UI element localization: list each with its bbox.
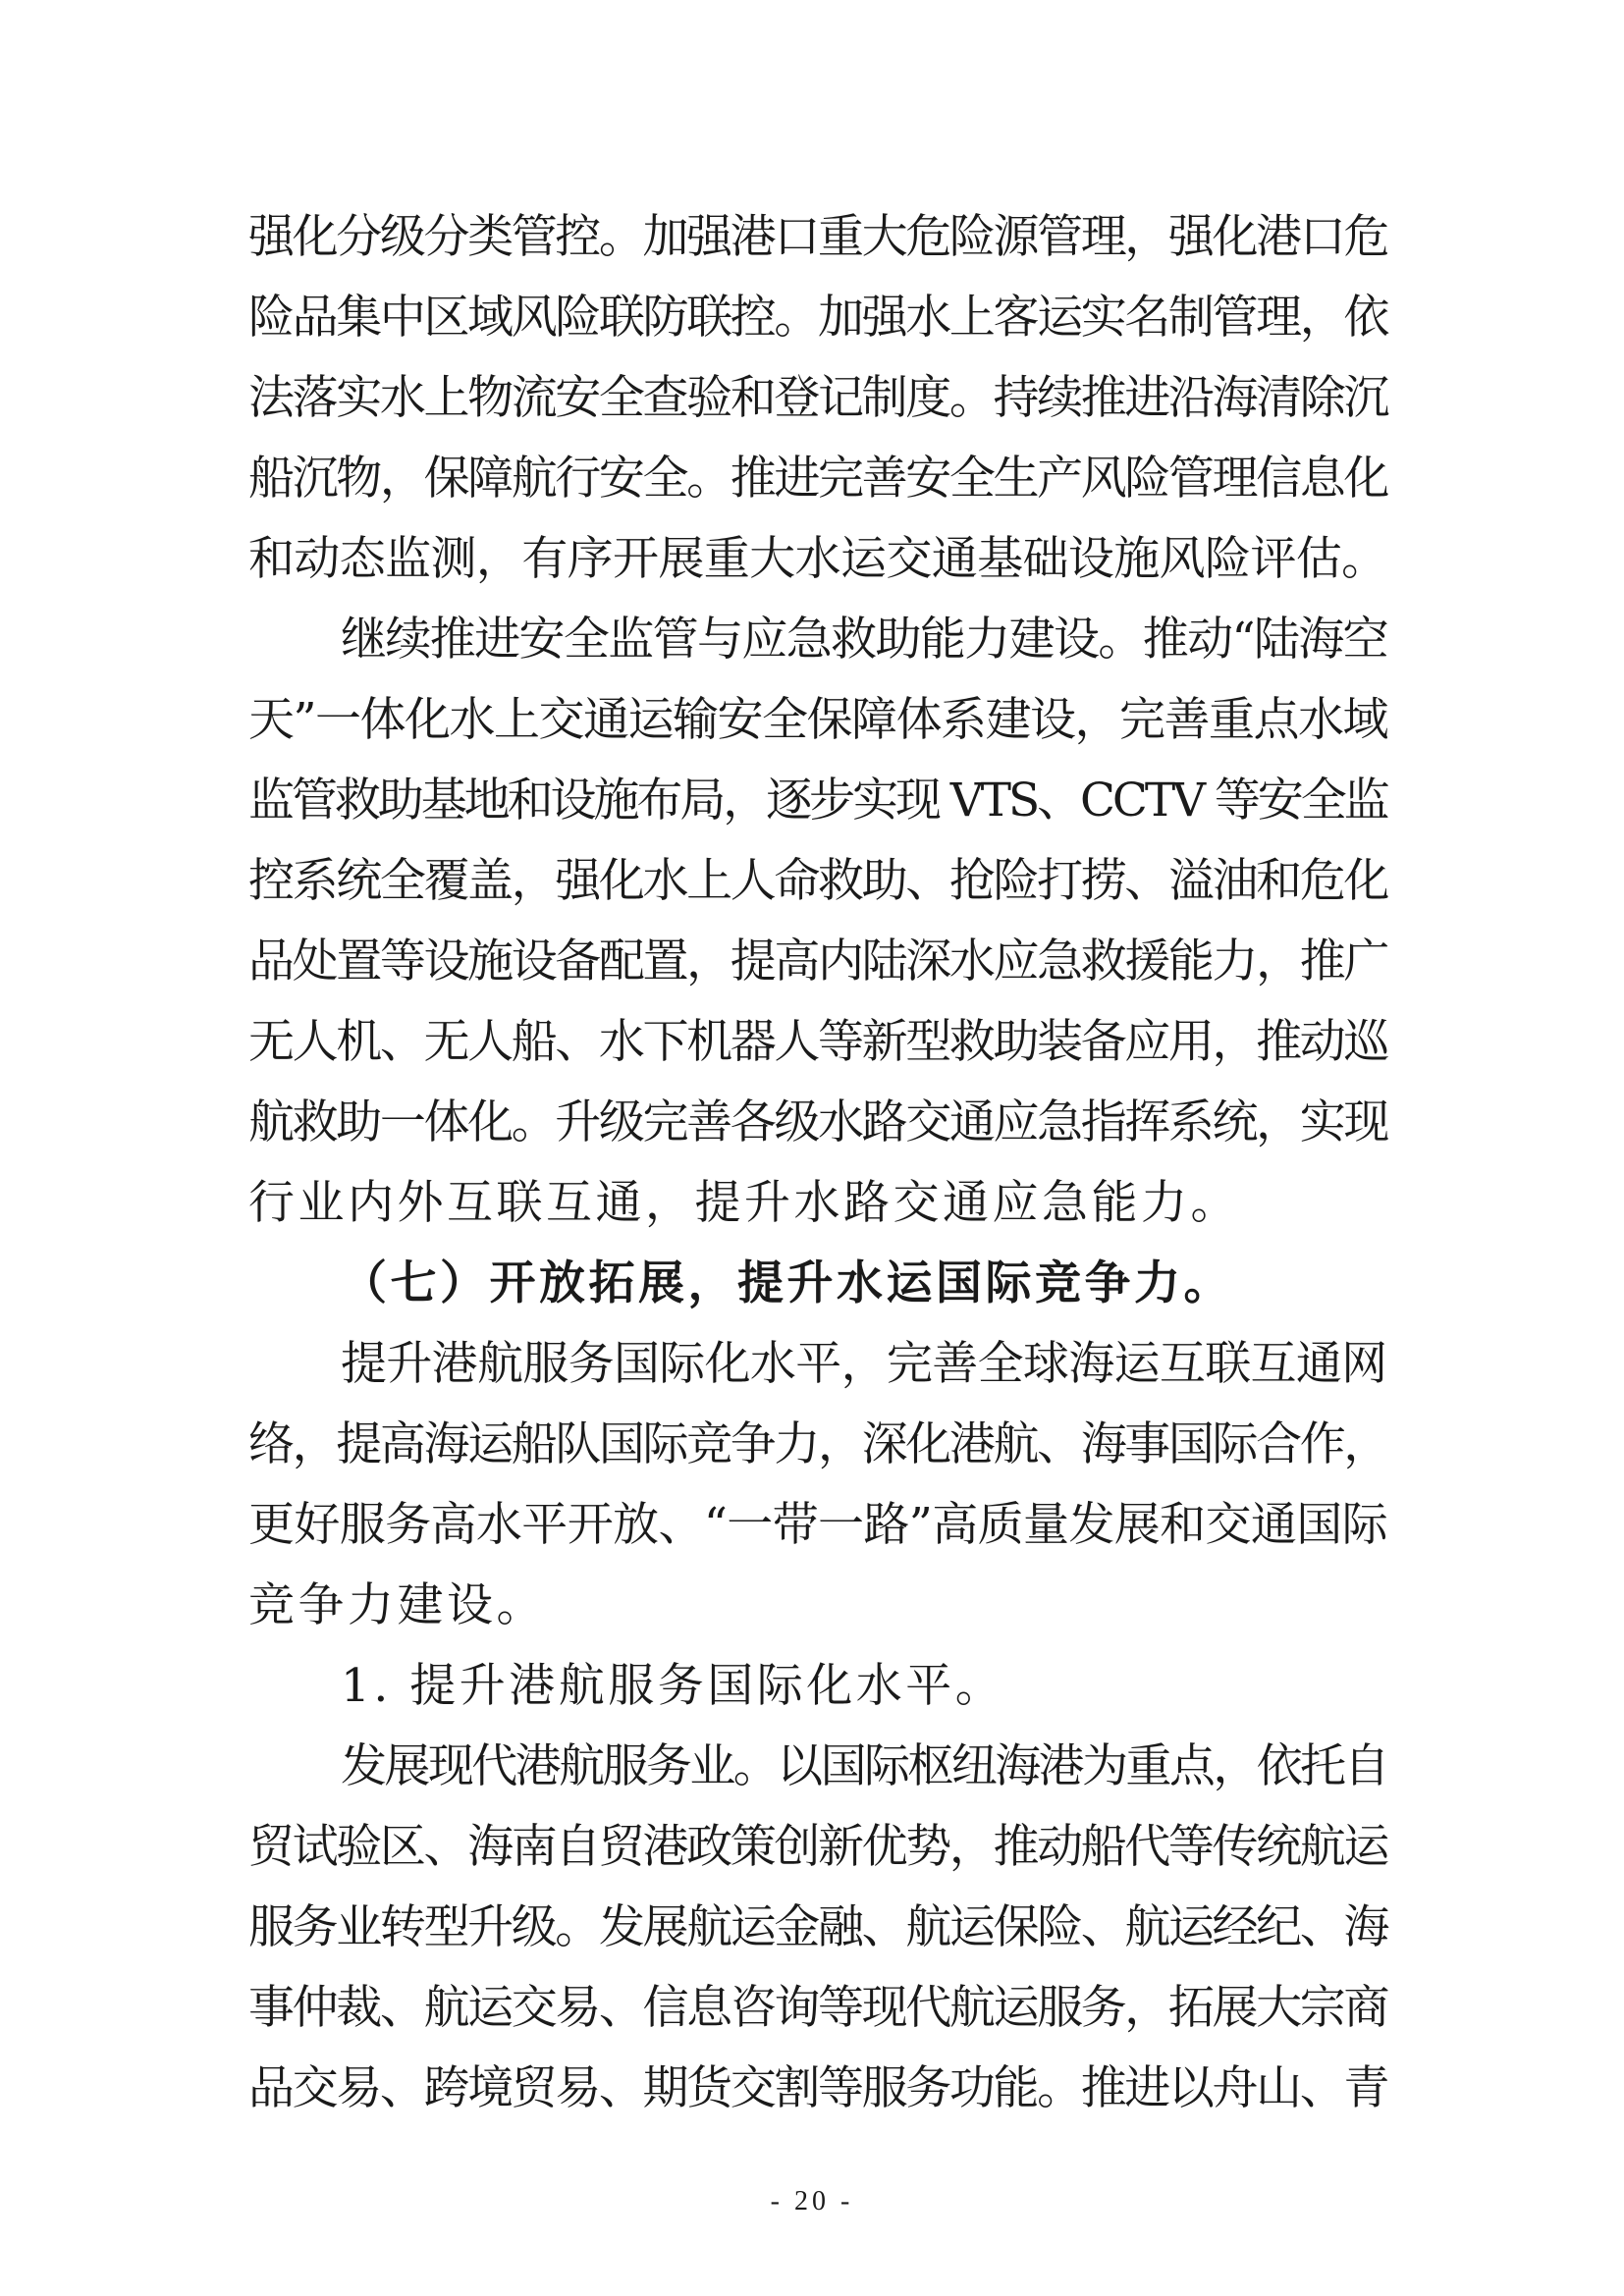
paragraph-first-line: 继续推进安全监管与应急救助能力建设。推动“陆海空 [341, 613, 1388, 667]
paragraph-first-line: 发展现代港航服务业。以国际枢纽海港为重点，依托自 [341, 1739, 1387, 1793]
text-line: 监管救助基地和设施布局，逐步实现 VTS、CCTV 等安全监 [248, 774, 1387, 828]
page-number: - 20 - [770, 2186, 854, 2216]
text-line: 船沉物，保障航行安全。推进完善安全生产风险管理信息化 [248, 452, 1387, 506]
subsection-heading: 1. 提升港航服务国际化水平。 [341, 1659, 1005, 1713]
text-line: 和动态监测，有序开展重大水运交通基础设施风险评估。 [248, 532, 1387, 586]
text-line: 服务业转型升级。发展航运金融、航运保险、航运经纪、海 [248, 1900, 1387, 1954]
text-line: 险品集中区域风险联防联控。加强水上客运实名制管理，依 [248, 291, 1387, 345]
text-line: 航救助一体化。升级完善各级水路交通应急指挥系统，实现 [248, 1095, 1387, 1149]
text-line: 络，提高海运船队国际竞争力，深化港航、海事国际合作， [248, 1417, 1387, 1471]
text-line: 控系统全覆盖，强化水上人命救助、抢险打捞、溢油和危化 [248, 854, 1387, 908]
paragraph-first-line: 提升港航服务国际化水平，完善全球海运互联互通网 [341, 1337, 1387, 1391]
text-line: 天”一体化水上交通运输安全保障体系建设，完善重点水域 [248, 693, 1388, 747]
section-heading: （七）开放拓展，提升水运国际竞争力。 [341, 1256, 1233, 1310]
text-line: 行业内外互联互通，提升水路交通应急能力。 [248, 1176, 1240, 1230]
text-line: 无人机、无人船、水下机器人等新型救助装备应用，推动巡 [248, 1015, 1387, 1069]
text-line: 品交易、跨境贸易、期货交割等服务功能。推进以舟山、青 [248, 2061, 1387, 2115]
text-line: 法落实水上物流安全查验和登记制度。持续推进沿海清除沉 [248, 371, 1387, 425]
text-line: 品处置等设施设备配置，提高内陆深水应急救援能力，推广 [248, 934, 1387, 988]
text-line: 强化分级分类管控。加强港口重大危险源管理，强化港口危 [248, 210, 1387, 264]
text-line: 更好服务高水平开放、“一带一路”高质量发展和交通国际 [248, 1498, 1388, 1552]
text-line: 事仲裁、航运交易、信息咨询等现代航运服务，拓展大宗商 [248, 1981, 1387, 2035]
text-line: 竞争力建设。 [248, 1578, 546, 1632]
text-line: 贸试验区、海南自贸港政策创新优势，推动船代等传统航运 [248, 1820, 1387, 1874]
